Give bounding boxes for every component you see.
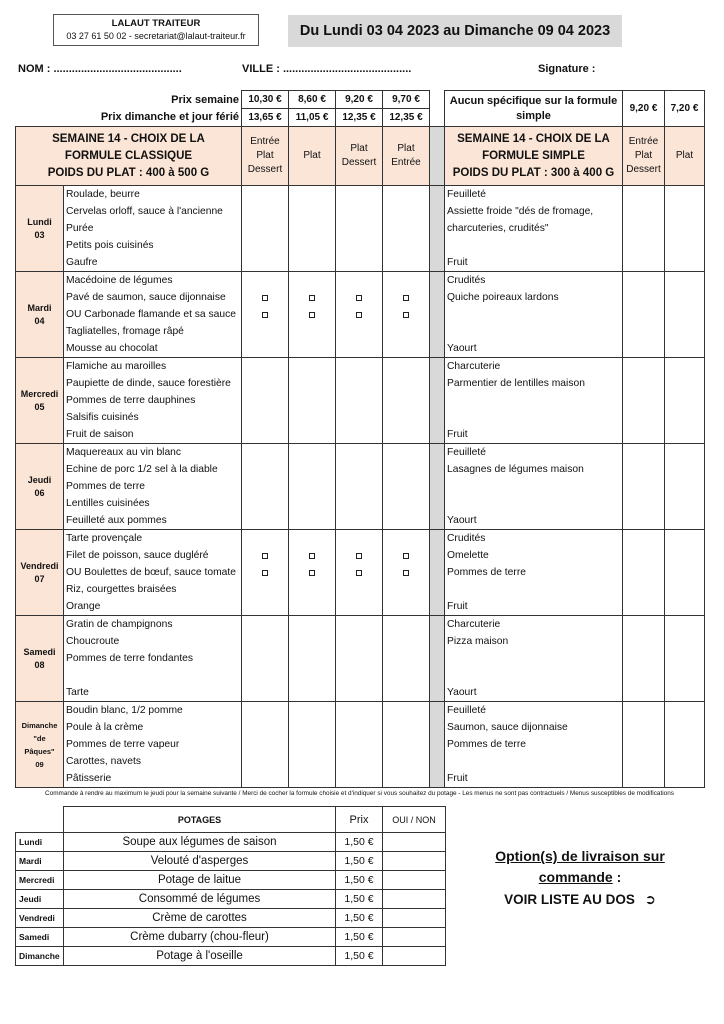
potage-day: Lundi	[16, 833, 64, 852]
formula-choice-cell	[336, 272, 383, 358]
menu-item: Yaourt	[447, 687, 477, 698]
price-header: Prix	[336, 807, 383, 833]
formula-header-row	[16, 127, 705, 186]
classique-menu	[64, 616, 242, 702]
option-line: Dessert	[626, 164, 661, 175]
yesno-header: OUI / NON	[383, 807, 446, 833]
separator-column	[430, 444, 445, 530]
day-name-line: Samedi	[23, 646, 56, 657]
menu-item: Filet de poisson, sauce dugléré	[66, 550, 209, 561]
classique-option-header	[289, 127, 336, 186]
formula-choice-cell	[383, 616, 430, 702]
potage-row	[16, 928, 446, 947]
spacer	[430, 91, 445, 109]
option-line: Entrée	[628, 136, 659, 147]
menu-item: Mousse au chocolat	[66, 343, 158, 354]
price-week-value: 8,60 €	[289, 91, 336, 109]
potage-price: 1,50 €	[336, 947, 383, 966]
option-line: Dessert	[341, 157, 377, 168]
option-line: Plat	[675, 150, 694, 161]
menu-item: Pommes de terre fondantes	[66, 653, 194, 664]
menu-item: Assiette froide "dés de fromage,	[447, 206, 594, 217]
day-row	[16, 358, 705, 444]
menu-item: Fruit de saison	[66, 429, 134, 440]
company-name: LALAUT TRAITEUR	[111, 18, 201, 29]
potage-row	[16, 852, 446, 871]
formula-choice-cell	[336, 616, 383, 702]
simple-choice-cell[interactable]	[665, 186, 705, 272]
footer-note: Commande à rendre au maximum le jeudi pour la semaine suivante / Merci de cocher la formule choisie et d'indiquer si vous souhaitez du potage - Les menus ne sont pas contractuels / Menus susceptibles de modifications	[45, 790, 674, 797]
menu-item	[447, 306, 620, 323]
menu-item: Pizza maison	[447, 636, 509, 647]
menu-item: Gratin de champignons	[66, 619, 173, 630]
potage-yesno-cell[interactable]	[383, 947, 446, 966]
menu-item: Fruit	[447, 601, 468, 612]
simple-menu	[445, 702, 623, 788]
formula-choice-cell	[336, 702, 383, 788]
menu-item: charcuteries, crudités"	[447, 223, 549, 234]
see-back-note	[480, 892, 680, 908]
formula-checkbox[interactable]	[403, 295, 409, 301]
formula-checkbox[interactable]	[356, 553, 362, 559]
menu-item: Yaourt	[447, 343, 477, 354]
potage-yesno-cell[interactable]	[383, 852, 446, 871]
day-name-line: Dimanche	[21, 720, 58, 730]
separator-column	[430, 186, 445, 272]
simple-menu	[445, 530, 623, 616]
simple-choice-cell[interactable]	[623, 358, 665, 444]
option-line: Entrée	[391, 157, 421, 168]
day-row	[16, 616, 705, 702]
menu-item: Carottes, navets	[66, 756, 141, 767]
formula-choice-cell	[289, 616, 336, 702]
ville-field[interactable]: VILLE : ..........................................	[242, 63, 412, 75]
menu-item: Fruit	[447, 773, 468, 784]
formula-checkbox[interactable]	[309, 570, 315, 576]
formula-choice-cell	[336, 358, 383, 444]
option-line: Plat	[350, 143, 368, 154]
simple-choice-cell[interactable]	[623, 702, 665, 788]
potage-row	[16, 947, 446, 966]
classique-title-line: POIDS DU PLAT : 400 à 500 G	[47, 166, 210, 179]
simple-choice-cell[interactable]	[665, 444, 705, 530]
menu-period: Du Lundi 03 04 2023 au Dimanche 09 04 2023	[288, 15, 622, 47]
simple-choice-cell[interactable]	[623, 272, 665, 358]
menu-item: Feuilleté	[447, 447, 486, 458]
formula-checkbox[interactable]	[309, 553, 315, 559]
day-row	[16, 702, 705, 788]
separator-column	[430, 530, 445, 616]
menu-item: Orange	[66, 601, 101, 612]
potage-name: Velouté d'asperges	[64, 852, 336, 871]
classique-option-header	[242, 127, 289, 186]
formula-choice-cell	[289, 444, 336, 530]
formula-choice-cell	[242, 272, 289, 358]
separator-column	[430, 358, 445, 444]
potage-price: 1,50 €	[336, 871, 383, 890]
formula-checkbox[interactable]	[262, 553, 268, 559]
potage-price: 1,50 €	[336, 833, 383, 852]
simple-choice-cell[interactable]	[623, 186, 665, 272]
nom-field[interactable]: NOM : ..........................................	[18, 63, 182, 75]
menu-table	[15, 90, 705, 788]
potage-day: Dimanche	[16, 947, 64, 966]
simple-choice-cell[interactable]	[665, 358, 705, 444]
day-name-line: 09	[35, 759, 44, 769]
classique-menu	[64, 358, 242, 444]
potage-day: Mardi	[16, 852, 64, 871]
company-box	[53, 14, 259, 46]
formula-checkbox[interactable]	[356, 295, 362, 301]
potage-price: 1,50 €	[336, 909, 383, 928]
potage-price: 1,50 €	[336, 928, 383, 947]
price-week-label: Prix semaine	[171, 93, 239, 106]
simple-choice-cell[interactable]	[665, 272, 705, 358]
menu-item: Pâtisserie	[66, 773, 112, 784]
delivery-line1: Option(s) de livraison sur	[495, 848, 665, 864]
simple-choice-cell[interactable]	[623, 444, 665, 530]
day-name-line: Mercredi	[20, 388, 59, 399]
day-name-line: Mardi	[27, 302, 52, 313]
menu-item	[447, 392, 620, 409]
classique-title-line: FORMULE CLASSIQUE	[64, 149, 193, 162]
menu-item: Feuilleté	[447, 189, 486, 200]
classique-option-header	[336, 127, 383, 186]
menu-item	[66, 667, 239, 684]
menu-item: OU Boulettes de bœuf, sauce tomate	[66, 567, 236, 578]
formula-choice-cell	[289, 186, 336, 272]
menu-item: Crudités	[447, 275, 486, 286]
simple-menu	[445, 186, 623, 272]
menu-item: Tarte provençale	[66, 533, 143, 544]
option-line: Plat	[303, 150, 321, 161]
formula-choice-cell	[336, 444, 383, 530]
potage-price: 1,50 €	[336, 890, 383, 909]
potages-table	[15, 806, 446, 966]
potage-row	[16, 890, 446, 909]
menu-item: Maquereaux au vin blanc	[66, 447, 182, 458]
potages-header: POTAGES	[64, 807, 336, 833]
menu-item: Tarte	[66, 687, 89, 698]
day-row	[16, 186, 705, 272]
formula-choice-cell	[242, 702, 289, 788]
potage-name: Crème de carottes	[64, 909, 336, 928]
formula-choice-cell	[289, 358, 336, 444]
formula-checkbox[interactable]	[356, 312, 362, 318]
menu-item: Yaourt	[447, 515, 477, 526]
option-line: Entrée	[250, 136, 280, 147]
potage-day: Jeudi	[16, 890, 64, 909]
formula-choice-cell	[242, 616, 289, 702]
formula-choice-cell	[289, 530, 336, 616]
simple-menu	[445, 358, 623, 444]
menu-item: Paupiette de dinde, sauce forestière	[66, 378, 231, 389]
formula-checkbox[interactable]	[403, 553, 409, 559]
potage-price: 1,50 €	[336, 852, 383, 871]
menu-item: Petits pois cuisinés	[66, 240, 154, 251]
day-label	[16, 702, 64, 788]
potage-name: Soupe aux légumes de saison	[64, 833, 336, 852]
classique-menu	[64, 702, 242, 788]
formula-checkbox[interactable]	[262, 295, 268, 301]
potage-name: Consommé de légumes	[64, 890, 336, 909]
potage-day: Vendredi	[16, 909, 64, 928]
day-label	[16, 186, 64, 272]
simple-option-header	[665, 127, 705, 186]
menu-item: Parmentier de lentilles maison	[447, 378, 585, 389]
formula-checkbox[interactable]	[403, 570, 409, 576]
simple-price-value: 9,20 €	[623, 91, 665, 127]
menu-item: Cervelas orloff, sauce à l'ancienne	[66, 206, 223, 217]
delivery-line2: commande	[538, 869, 613, 885]
menu-item	[447, 667, 620, 684]
simple-menu	[445, 444, 623, 530]
classique-menu	[64, 186, 242, 272]
menu-item: Charcuterie	[447, 619, 501, 630]
day-label	[16, 444, 64, 530]
menu-item: Feuilleté aux pommes	[66, 515, 167, 526]
menu-item: Pommes de terre vapeur	[66, 739, 180, 750]
menu-item	[447, 237, 620, 254]
simple-choice-cell[interactable]	[665, 616, 705, 702]
simple-choice-cell[interactable]	[665, 530, 705, 616]
signature-field[interactable]: Signature :	[538, 63, 596, 75]
menu-item: Feuilleté	[447, 705, 486, 716]
day-name-line: 04	[34, 315, 45, 326]
menu-item: Pommes de terre	[66, 481, 145, 492]
potage-name: Crème dubarry (chou-fleur)	[64, 928, 336, 947]
menu-item	[447, 753, 620, 770]
day-name-line: Lundi	[27, 216, 52, 227]
classique-menu	[64, 444, 242, 530]
day-name-line: 07	[34, 573, 45, 584]
option-line: Plat	[397, 143, 415, 154]
classique-menu	[64, 272, 242, 358]
formula-choice-cell	[242, 530, 289, 616]
potage-name: Potage à l'oseille	[64, 947, 336, 966]
price-sunday-label: Prix dimanche et jour férié	[100, 111, 239, 124]
simple-title	[445, 127, 623, 186]
classique-title	[16, 127, 242, 186]
potage-yesno-cell[interactable]	[383, 871, 446, 890]
menu-item	[447, 478, 620, 495]
simple-note: Aucun spécifique sur la formule simple	[445, 91, 623, 127]
day-row	[16, 272, 705, 358]
separator-column	[430, 127, 445, 186]
price-sunday-value: 12,35 €	[336, 109, 383, 127]
formula-choice-cell	[242, 358, 289, 444]
potage-row	[16, 909, 446, 928]
menu-item: Choucroute	[66, 636, 120, 647]
menu-item	[447, 495, 620, 512]
formula-choice-cell	[383, 358, 430, 444]
separator-column	[430, 616, 445, 702]
option-line: Dessert	[247, 164, 283, 175]
menu-item: OU Carbonade flamande et sa sauce	[66, 309, 236, 320]
potages-header-row	[16, 807, 446, 833]
menu-item	[447, 581, 620, 598]
price-sunday-value: 11,05 €	[289, 109, 336, 127]
day-name-line: Vendredi	[20, 560, 59, 571]
price-week-value: 10,30 €	[242, 91, 289, 109]
simple-choice-cell[interactable]	[623, 530, 665, 616]
day-label	[16, 272, 64, 358]
day-row	[16, 530, 705, 616]
menu-item: Lasagnes de légumes maison	[447, 464, 584, 475]
price-week-value: 9,70 €	[383, 91, 430, 109]
formula-choice-cell	[383, 530, 430, 616]
potage-row	[16, 871, 446, 890]
classique-option-header	[383, 127, 430, 186]
separator-column	[430, 272, 445, 358]
potage-yesno-cell[interactable]	[383, 909, 446, 928]
menu-item: Fruit	[447, 429, 468, 440]
menu-item: Quiche poireaux lardons	[447, 292, 559, 303]
menu-item: Pommes de terre	[447, 739, 526, 750]
formula-choice-cell	[383, 444, 430, 530]
simple-choice-cell[interactable]	[623, 616, 665, 702]
see-back-label: VOIR LISTE AU DOS	[504, 892, 635, 907]
arrow-right-icon: ➲	[644, 892, 656, 908]
menu-item	[447, 323, 620, 340]
classique-menu	[64, 530, 242, 616]
formula-choice-cell	[289, 272, 336, 358]
formula-checkbox[interactable]	[403, 312, 409, 318]
menu-item: Gaufre	[66, 257, 98, 268]
formula-choice-cell	[242, 444, 289, 530]
simple-title-line: POIDS DU PLAT : 300 à 400 G	[452, 166, 615, 179]
day-label	[16, 616, 64, 702]
blank-cell	[16, 807, 64, 833]
menu-item: Fruit	[447, 257, 468, 268]
menu-item	[447, 650, 620, 667]
simple-title-line: SEMAINE 14 - CHOIX DE LA	[457, 132, 610, 145]
day-name-line: Jeudi	[27, 474, 52, 485]
simple-price-value: 7,20 €	[665, 91, 705, 127]
menu-item: Poule à la crème	[66, 722, 144, 733]
potage-row	[16, 833, 446, 852]
menu-item: Pommes de terre	[447, 567, 526, 578]
menu-item: Riz, courgettes braisées	[66, 584, 177, 595]
formula-choice-cell	[242, 186, 289, 272]
formula-checkbox[interactable]	[262, 312, 268, 318]
menu-item: Echine de porc 1/2 sel à la diable	[66, 464, 218, 475]
formula-checkbox[interactable]	[356, 570, 362, 576]
separator-column	[430, 702, 445, 788]
menu-item: Omelette	[447, 550, 489, 561]
price-sunday-value: 12,35 €	[383, 109, 430, 127]
menu-item: Saumon, sauce dijonnaise	[447, 722, 568, 733]
day-name-line: "de Pâques"	[24, 733, 55, 756]
classique-title-line: SEMAINE 14 - CHOIX DE LA	[52, 132, 205, 145]
simple-menu	[445, 616, 623, 702]
formula-choice-cell	[383, 186, 430, 272]
menu-item: Flamiche au maroilles	[66, 361, 167, 372]
day-name-line: 03	[34, 229, 45, 240]
day-row	[16, 444, 705, 530]
day-name-line: 05	[34, 401, 45, 412]
simple-option-header	[623, 127, 665, 186]
company-contact: 03 27 61 50 02 - secretariat@lalaut-traiteur.fr	[66, 31, 246, 41]
menu-item	[447, 409, 620, 426]
menu-item: Boudin blanc, 1/2 pomme	[66, 705, 183, 716]
menu-item: Tagliatelles, fromage râpé	[66, 326, 184, 337]
formula-choice-cell	[336, 186, 383, 272]
formula-checkbox[interactable]	[262, 570, 268, 576]
potage-yesno-cell[interactable]	[383, 890, 446, 909]
simple-menu	[445, 272, 623, 358]
price-sunday-value: 13,65 €	[242, 109, 289, 127]
menu-item: Pommes de terre dauphines	[66, 395, 196, 406]
menu-item: Pavé de saumon, sauce dijonnaise	[66, 292, 226, 303]
potage-yesno-cell[interactable]	[383, 833, 446, 852]
price-row-week	[16, 91, 705, 109]
option-line: Plat	[634, 150, 653, 161]
spacer	[430, 109, 445, 127]
potage-day: Samedi	[16, 928, 64, 947]
simple-choice-cell[interactable]	[665, 702, 705, 788]
formula-choice-cell	[289, 702, 336, 788]
price-week-value: 9,20 €	[336, 91, 383, 109]
formula-choice-cell	[383, 702, 430, 788]
day-label	[16, 358, 64, 444]
menu-item: Macédoine de légumes	[66, 275, 173, 286]
formula-checkbox[interactable]	[309, 295, 315, 301]
day-label	[16, 530, 64, 616]
menu-item: Lentilles cuisinées	[66, 498, 150, 509]
day-name-line: 06	[34, 487, 45, 498]
formula-choice-cell	[383, 272, 430, 358]
potage-day: Mercredi	[16, 871, 64, 890]
menu-item: Purée	[66, 223, 94, 234]
simple-title-line: FORMULE SIMPLE	[482, 149, 585, 162]
formula-checkbox[interactable]	[309, 312, 315, 318]
formula-choice-cell	[336, 530, 383, 616]
delivery-options: Option(s) de livraison sur commande :	[495, 848, 665, 885]
menu-item: Charcuterie	[447, 361, 501, 372]
day-name-line: 08	[34, 659, 45, 670]
menu-item: Crudités	[447, 533, 486, 544]
option-line: Plat	[256, 150, 274, 161]
potage-yesno-cell[interactable]	[383, 928, 446, 947]
menu-item: Salsifis cuisinés	[66, 412, 139, 423]
potage-name: Potage de laitue	[64, 871, 336, 890]
menu-item: Roulade, beurre	[66, 189, 140, 200]
